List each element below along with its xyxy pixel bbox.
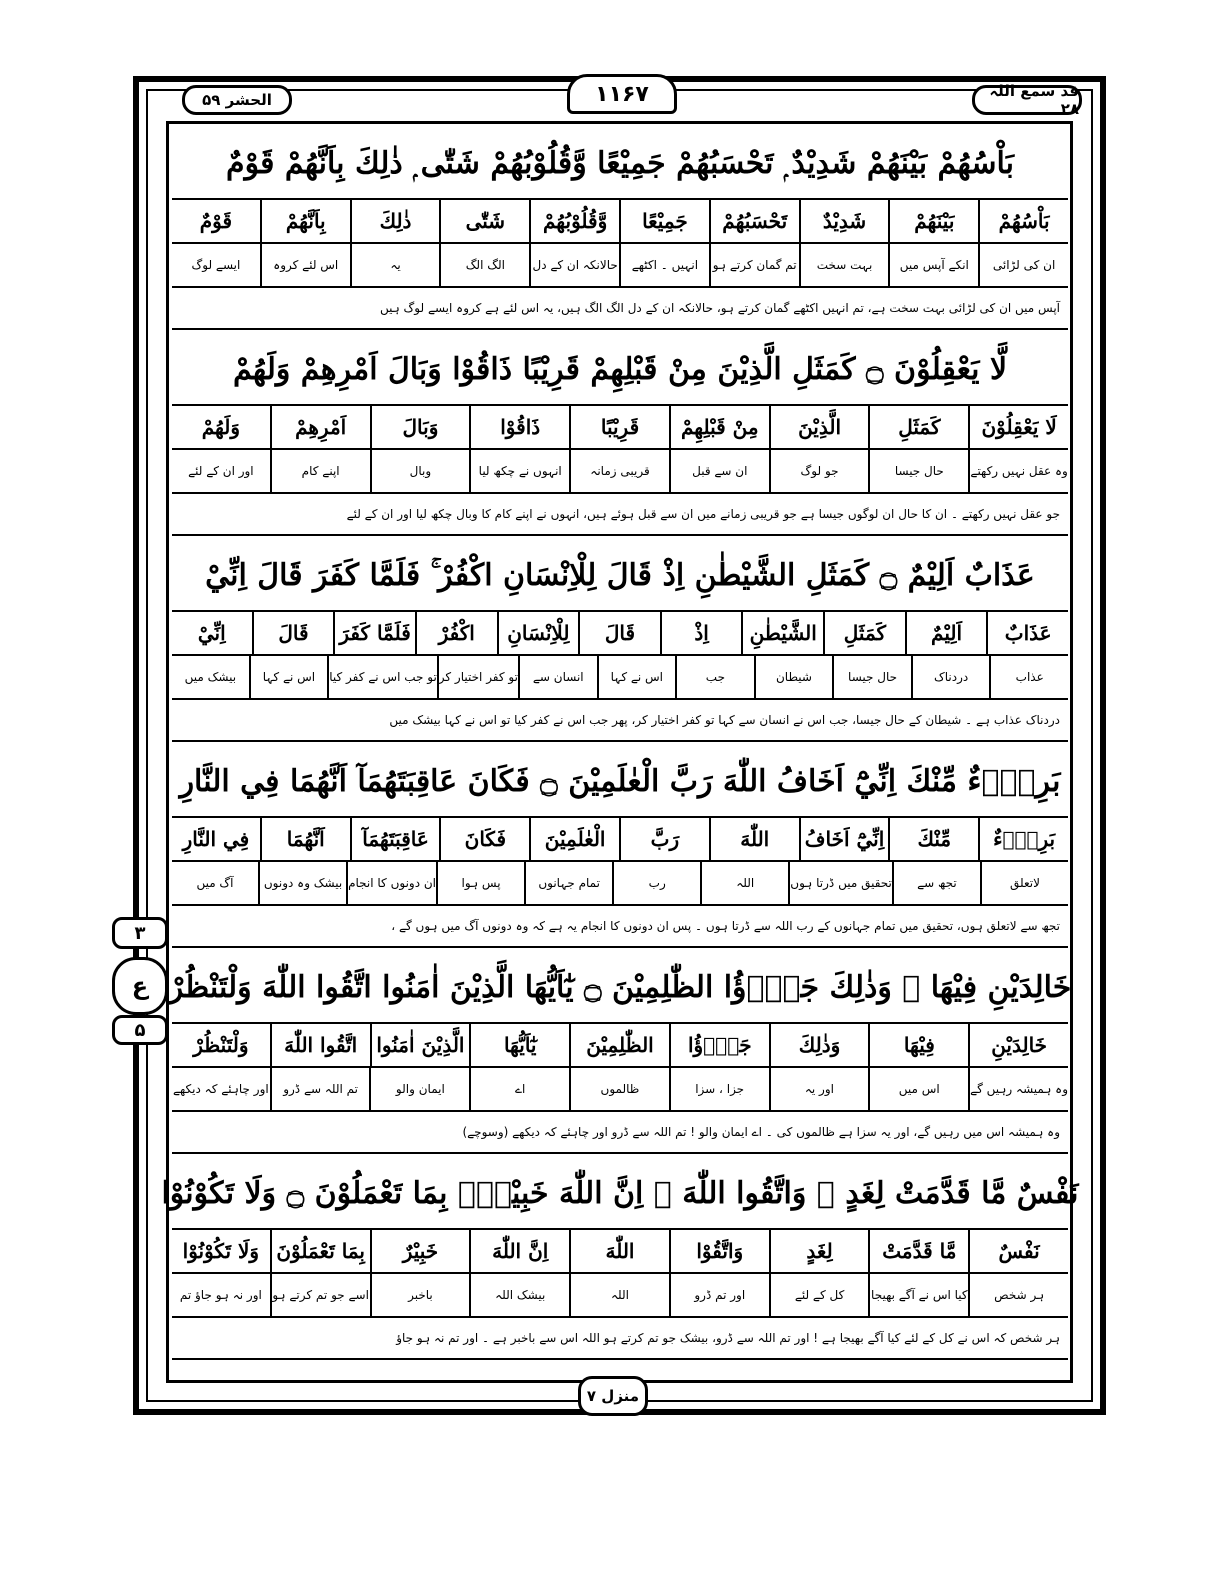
arabic-word-cell: اَمْرِهِمْ (270, 406, 370, 448)
urdu-meaning-cell: تو جب اس نے کفر کیا (327, 656, 437, 698)
arabic-word-cell: تَحْسَبُهُمْ (709, 200, 799, 242)
meaning-row (172, 1272, 1068, 1316)
urdu-meaning-cell: اور چاہئے کہ دیکھے (172, 1082, 269, 1096)
urdu-meaning-cell: جو لوگ (769, 450, 869, 492)
urdu-meaning-cell: اے (469, 1068, 569, 1110)
urdu-meaning-cell: وہ عقل نہیں رکھتے (968, 450, 1068, 492)
urdu-meaning-cell: بہت سخت (799, 244, 889, 286)
arabic-word-cell: اللّٰهَ (709, 818, 799, 860)
arabic-word-cell: فَكَانَ (439, 818, 529, 860)
arabic-word-cell: اَنَّهُمَا (260, 818, 350, 860)
arabic-word-cell: فِيْهَا (868, 1024, 968, 1066)
word-row (172, 198, 1068, 242)
arabic-word-cell: لِلْاِنْسَانِ (497, 612, 579, 654)
arabic-word-cell: جَمِيْعًا (619, 200, 709, 242)
arabic-word-cell: ذَاقُوْا (469, 406, 569, 448)
arabic-word-cell: شَتّٰى (439, 200, 529, 242)
arabic-word-cell: عَاقِبَتَهُمَآ (350, 818, 440, 860)
manzil-marker: منزل ۷ (578, 1376, 648, 1416)
urdu-meaning-cell: پس ہوا (436, 862, 524, 904)
arabic-word-cell: بِاَنَّهُمْ (260, 200, 350, 242)
urdu-meaning-cell: تمام جہانوں (524, 862, 612, 904)
urdu-meaning-cell: اللہ (569, 1274, 669, 1316)
arabic-word-cell: اِنَّ اللّٰهَ (469, 1230, 569, 1272)
meaning-row (172, 448, 1068, 492)
arabic-word-cell: اتَّقُوا اللّٰهَ (270, 1024, 370, 1066)
meaning-row (172, 654, 1068, 698)
arabic-word-cell: وَذٰلِكَ (769, 1024, 869, 1066)
urdu-meaning-cell: لاتعلق (980, 862, 1068, 904)
arabic-word-cell: نَفْسٌ (968, 1230, 1068, 1272)
arabic-word-cell: جَزٰۗؤُا (669, 1024, 769, 1066)
urdu-meaning-cell: اس لئے کروہ (260, 244, 350, 286)
arabic-word-cell: وَبَالَ (370, 406, 470, 448)
urdu-meaning-cell: وبال (370, 450, 470, 492)
arabic-verse-line: بَرِيْۗءٌ مِّنْكَ اِنِّيْٓ اَخَافُ اللّٰهَ رَبَّ الْعٰلَمِيْنَ ۝ فَكَانَ عَاقِبَتَهُمَآ اَنَّهُمَا فِي النَّارِ (179, 763, 1061, 799)
arabic-word-cell: ذٰلِكَ (350, 200, 440, 242)
ruku-marker: ع (112, 957, 168, 1015)
arabic-verse-line: نَفْسٌ مَّا قَدَّمَتْ لِغَدٍ ۚ وَاتَّقُوا اللّٰهَ ۭ اِنَّ اللّٰهَ خَبِيْرٌۢ بِمَا تَعْمَلُوْنَ ۝ وَلَا تَكُوْنُوْا (161, 1175, 1079, 1211)
urdu-translation-line: آپس میں ان کی لڑائی بہت سخت ہے، تم انہیں اکٹھے گمان کرتے ہو، حالانکہ ان کے دل الگ الگ ہیں، یہ اس لئے ہے کروہ ایسے لوگ ہیں (172, 286, 1068, 330)
urdu-meaning-cell: بیشک وہ دونوں (258, 862, 346, 904)
urdu-translation-line: جو عقل نہیں رکھتے ۔ ان کا حال ان لوگوں جیسا ہے جو قریبی زمانے میں ان سے قبل ہوئے ہیں، انہوں نے اپنے کام کا وبال چکھ لیا اور ان کے لئے (172, 492, 1068, 536)
urdu-meaning-cell: باخبر (370, 1274, 470, 1316)
urdu-meaning-cell: اور یہ (769, 1068, 869, 1110)
arabic-word-cell: وَلْتَنْظُرْ (193, 1033, 249, 1057)
word-row (172, 610, 1068, 654)
urdu-meaning-cell: بیشک میں (184, 670, 237, 684)
urdu-meaning-cell: اس نے کہا (597, 656, 676, 698)
urdu-meaning-cell: حالانکہ ان کے دل (529, 244, 619, 286)
urdu-meaning-cell: اپنے کام (270, 450, 370, 492)
arabic-word-cell: مِنْ قَبْلِهِمْ (669, 406, 769, 448)
urdu-meaning-cell: انسان سے (518, 656, 597, 698)
urdu-meaning-cell: قریبی زمانہ (569, 450, 669, 492)
arabic-word-cell: الشَّيْطٰنِ (741, 612, 823, 654)
arabic-word-cell: الظّٰلِمِيْنَ (569, 1024, 669, 1066)
arabic-word-cell: اِنِّيْٓ اَخَافُ (799, 818, 889, 860)
urdu-meaning-cell: وہ ہمیشہ رہیں گے (968, 1068, 1068, 1110)
arabic-word-cell: الَّذِيْنَ اٰمَنُوا (370, 1024, 470, 1066)
urdu-meaning-cell: رب (612, 862, 700, 904)
urdu-meaning-cell: ایسے لوگ (191, 258, 241, 272)
page-number: ۱۱۶۷ (567, 74, 677, 114)
urdu-meaning-cell: اس میں (868, 1068, 968, 1110)
urdu-meaning-cell: شیطان (754, 656, 833, 698)
urdu-meaning-cell: دردناک (911, 656, 990, 698)
arabic-word-cell: يٰٓاَيُّهَا (469, 1024, 569, 1066)
arabic-word-cell: بِمَا تَعْمَلُوْنَ (270, 1230, 370, 1272)
urdu-meaning-cell: ان کی لڑائی (978, 244, 1068, 286)
arabic-word-cell: اكْفُرْ (415, 612, 497, 654)
urdu-translation-line: وہ ہمیشہ اس میں رہیں گے، اور یہ سزا ہے ظالموں کی ۔ اے ایمان والو ! تم اللہ سے ڈرو اور چاہئے کہ دیکھے (وسوچے) (172, 1110, 1068, 1154)
arabic-word-cell: فِي النَّارِ (182, 827, 250, 851)
urdu-meaning-cell: کیا اس نے آگے بھیجا (868, 1274, 968, 1316)
arabic-verse-line: خَالِدَيْنِ فِيْهَا ۭ وَذٰلِكَ جَزٰۗؤُا الظّٰلِمِيْنَ ۝ يٰٓاَيُّهَا الَّذِيْنَ اٰمَنُوا اتَّقُوا اللّٰهَ وَلْتَنْظُرْ (168, 969, 1072, 1005)
urdu-translation-line: تجھ سے لاتعلق ہوں، تحقیق میں تمام جہانوں کے رب اللہ سے ڈرتا ہوں ۔ پس ان دونوں کا انجام یہ ہے کہ وہ دونوں آگ میں ہوں گے ، (172, 904, 1068, 948)
word-row (172, 816, 1068, 860)
arabic-word-cell: كَمَثَلِ (823, 612, 905, 654)
urdu-meaning-cell: جزا ، سزا (669, 1068, 769, 1110)
urdu-meaning-cell: ظالموں (569, 1068, 669, 1110)
urdu-meaning-cell: انہیں ۔ اکٹھے (619, 244, 709, 286)
urdu-meaning-cell: تجھ سے (892, 862, 980, 904)
arabic-word-cell: عَذَابٌ (986, 612, 1068, 654)
urdu-meaning-cell: الگ الگ (439, 244, 529, 286)
urdu-meaning-cell: تو کفر اختیار کر (437, 656, 518, 698)
arabic-word-cell: فَلَمَّا كَفَرَ (333, 612, 415, 654)
arabic-word-cell: قَالَ (578, 612, 660, 654)
arabic-verse-line: لَّا يَعْقِلُوْنَ ۝ كَمَثَلِ الَّذِيْنَ مِنْ قَبْلِهِمْ قَرِيْبًا ذَاقُوْا وَبَالَ اَمْرِهِمْ وَلَهُمْ (232, 351, 1008, 387)
urdu-meaning-cell: ان دونوں کا انجام (346, 862, 436, 904)
arabic-word-cell: قَالَ (252, 612, 334, 654)
urdu-meaning-cell: آگ میں (196, 876, 234, 890)
arabic-word-cell: بَاْسُهُمْ (978, 200, 1068, 242)
word-row (172, 1228, 1068, 1272)
arabic-word-cell: اللّٰهَ (569, 1230, 669, 1272)
arabic-word-cell: خَالِدَيْنِ (968, 1024, 1068, 1066)
meaning-row (172, 860, 1068, 904)
urdu-meaning-cell: حال جیسا (832, 656, 911, 698)
arabic-word-cell: لَا يَعْقِلُوْنَ (968, 406, 1068, 448)
juz-name-label: قد سمع اللہ ۲۸ (972, 85, 1082, 115)
meaning-row (172, 242, 1068, 286)
arabic-word-cell: وَّقُلُوْبُهُمْ (529, 200, 619, 242)
urdu-meaning-cell: عذاب (989, 656, 1068, 698)
urdu-meaning-cell: کل کے لئے (769, 1274, 869, 1316)
meaning-row (172, 1066, 1068, 1110)
word-row (172, 404, 1068, 448)
arabic-word-cell: رَبَّ (619, 818, 709, 860)
arabic-verse-line: بَاْسُهُمْ بَيْنَهُمْ شَدِيْدٌ ۭ تَحْسَبُهُمْ جَمِيْعًا وَّقُلُوْبُهُمْ شَتّٰى ۭ ذٰلِكَ بِاَنَّهُمْ قَوْمٌ (226, 145, 1014, 181)
urdu-meaning-cell: یہ (350, 244, 440, 286)
arabic-word-cell: شَدِيْدٌ (799, 200, 889, 242)
urdu-meaning-cell: انکے آپس میں (888, 244, 978, 286)
arabic-word-cell: بَرِيْۗءٌ (978, 818, 1068, 860)
arabic-word-cell: وَلَهُمْ (201, 415, 240, 439)
arabic-word-cell: قَوْمٌ (199, 209, 233, 233)
arabic-word-cell: اَلِيْمٌ (905, 612, 987, 654)
arabic-word-cell: خَبِيْرٌ (370, 1230, 470, 1272)
ruku-number-top: ۳ (112, 917, 168, 949)
urdu-meaning-cell: حال جیسا (868, 450, 968, 492)
urdu-meaning-cell: اور تم ڈرو (669, 1274, 769, 1316)
urdu-meaning-cell: اور ان کے لئے (188, 464, 254, 478)
ruku-number-bottom: ۵ (112, 1015, 168, 1045)
urdu-meaning-cell: اللہ (700, 862, 788, 904)
arabic-word-cell: كَمَثَلِ (868, 406, 968, 448)
arabic-word-cell: بَيْنَهُمْ (888, 200, 978, 242)
urdu-translation-line: ہر شخص کہ اس نے کل کے لئے کیا آگے بھیجا ہے ! اور تم اللہ سے ڈرو، بیشک جو تم کرتے ہو اللہ اس سے باخبر ہے ۔ اور تم نہ ہو جاؤ (172, 1316, 1068, 1360)
urdu-meaning-cell: ہر شخص (968, 1274, 1068, 1316)
arabic-word-cell: اِذْ (660, 612, 742, 654)
arabic-word-cell: اِنِّيْ (197, 621, 226, 645)
urdu-meaning-cell: ان سے قبل (669, 450, 769, 492)
arabic-word-cell: وَلَا تَكُوْنُوْا (182, 1239, 260, 1263)
urdu-meaning-cell: تم گمان کرتے ہو (709, 244, 799, 286)
arabic-word-cell: لِغَدٍ (769, 1230, 869, 1272)
urdu-meaning-cell: اس نے کہا (249, 656, 328, 698)
arabic-verse-line: عَذَابٌ اَلِيْمٌ ۝ كَمَثَلِ الشَّيْطٰنِ اِذْ قَالَ لِلْاِنْسَانِ اكْفُرْ ۚ فَلَمَّا كَفَرَ قَالَ اِنِّيْ (205, 557, 1035, 593)
arabic-word-cell: مِّنْكَ (888, 818, 978, 860)
surah-name-label: الحشر ۵۹ (182, 85, 292, 115)
urdu-meaning-cell: انہوں نے چکھ لیا (469, 450, 569, 492)
urdu-meaning-cell: جب (675, 656, 754, 698)
urdu-meaning-cell: تم اللہ سے ڈرو (270, 1068, 370, 1110)
arabic-word-cell: مَّا قَدَّمَتْ (868, 1230, 968, 1272)
arabic-word-cell: الَّذِيْنَ (769, 406, 869, 448)
urdu-meaning-cell: اسے جو تم کرتے ہو (270, 1274, 370, 1316)
arabic-word-cell: وَاتَّقُوْا (669, 1230, 769, 1272)
arabic-word-cell: الْعٰلَمِيْنَ (529, 818, 619, 860)
urdu-translation-line: دردناک عذاب ہے ۔ شیطان کے حال جیسا، جب اس نے انسان سے کہا تو کفر اختیار کر، پھر جب اس نے کفر کیا تو اس نے کہا بیشک میں (172, 698, 1068, 742)
arabic-word-cell: قَرِيْبًا (569, 406, 669, 448)
word-row (172, 1022, 1068, 1066)
urdu-meaning-cell: ایمان والو (369, 1068, 469, 1110)
urdu-meaning-cell: بیشک اللہ (469, 1274, 569, 1316)
urdu-meaning-cell: اور نہ ہو جاؤ تم (179, 1288, 262, 1302)
urdu-meaning-cell: تحقیق میں ڈرتا ہوں (788, 862, 892, 904)
